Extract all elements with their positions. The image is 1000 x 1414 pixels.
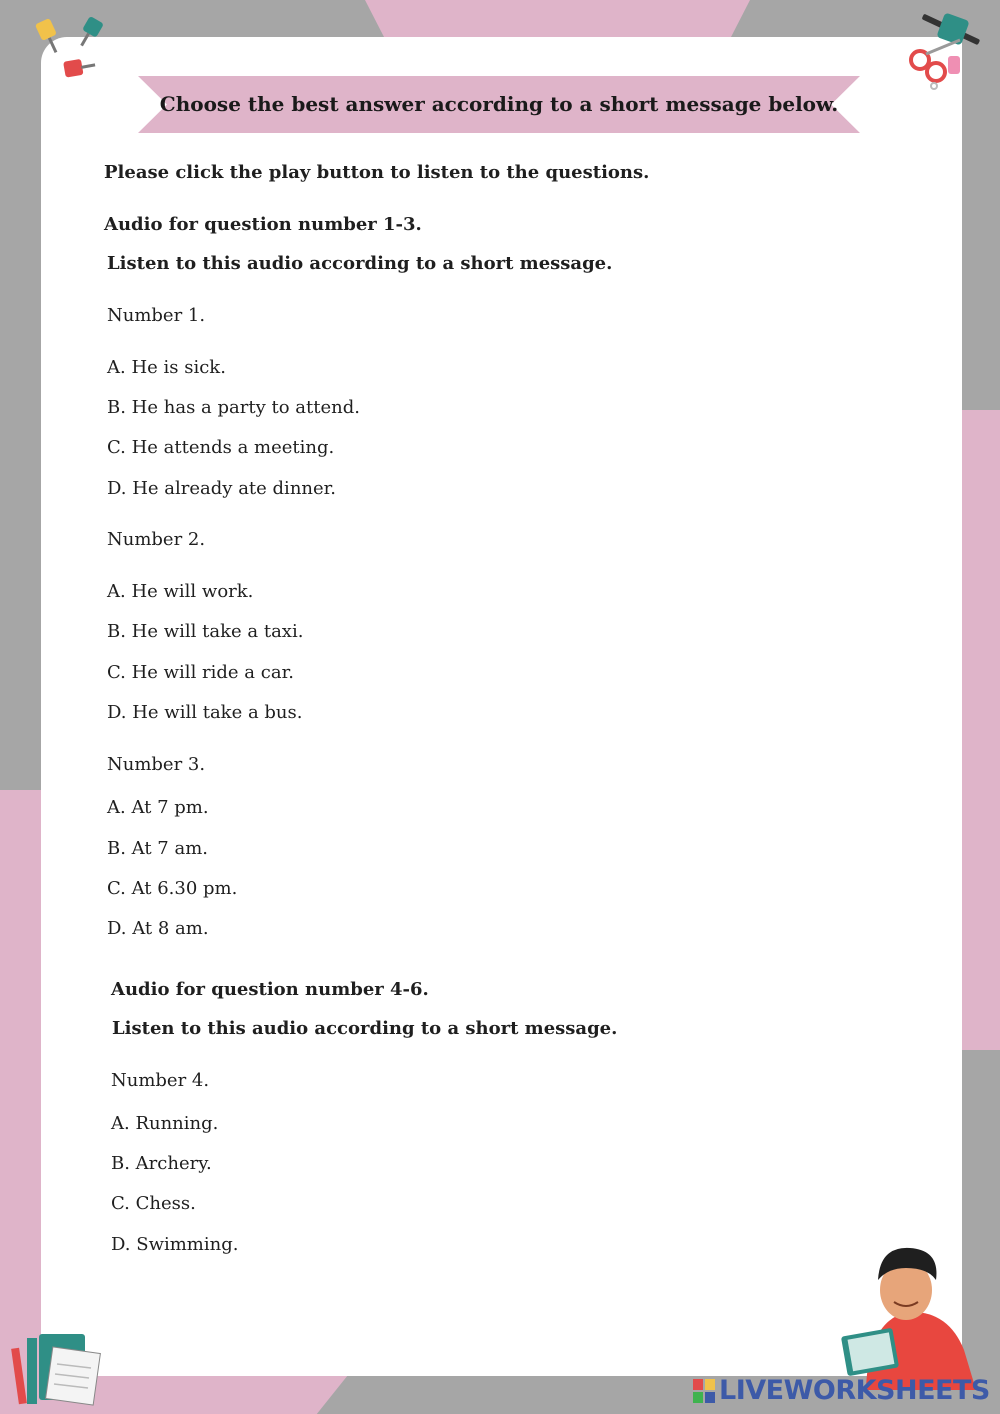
- answer-option[interactable]: A. At 7 pm.: [107, 797, 209, 818]
- answer-option[interactable]: C. Chess.: [111, 1193, 196, 1214]
- answer-option[interactable]: B. He has a party to attend.: [107, 397, 360, 418]
- answer-option[interactable]: D. He will take a bus.: [107, 702, 303, 723]
- liveworksheets-logo: [693, 1376, 993, 1406]
- answer-option[interactable]: A. Running.: [111, 1113, 219, 1134]
- audio-heading-1: Audio for question number 1-3.: [104, 214, 422, 235]
- answer-option[interactable]: C. He attends a meeting.: [107, 437, 335, 458]
- answer-option[interactable]: B. Archery.: [111, 1153, 212, 1174]
- boy-reading-illustration: [836, 1240, 986, 1390]
- question-number: Number 3.: [107, 754, 206, 775]
- answer-option[interactable]: B. At 7 am.: [107, 838, 209, 859]
- pushpins-icon: [30, 12, 110, 82]
- question-number: Number 1.: [107, 305, 206, 326]
- answer-option[interactable]: B. He will take a taxi.: [107, 621, 304, 642]
- answer-option[interactable]: C. At 6.30 pm.: [107, 878, 238, 899]
- listen-label-1: Listen to this audio according to a short message.: [107, 253, 613, 274]
- question-number: Number 4.: [111, 1070, 210, 1091]
- answer-option[interactable]: A. He will work.: [107, 581, 254, 602]
- answer-option[interactable]: D. At 8 am.: [107, 918, 209, 939]
- audio-heading-2: Audio for question number 4-6.: [111, 979, 429, 1000]
- banner-title: Choose the best answer according to a short message below.: [159, 92, 839, 116]
- listen-label-2: Listen to this audio according to a short message.: [112, 1018, 618, 1039]
- question-number: Number 2.: [107, 529, 206, 550]
- answer-option[interactable]: C. He will ride a car.: [107, 662, 294, 683]
- logo-mark-icon: [693, 1379, 715, 1403]
- logo-text: LIVEWORKSHEETS: [719, 1375, 990, 1406]
- books-notebook-icon: [5, 1328, 105, 1408]
- answer-option[interactable]: D. Swimming.: [111, 1234, 239, 1255]
- instructions-text: Please click the play button to listen to the questions.: [104, 162, 650, 183]
- answer-option[interactable]: D. He already ate dinner.: [107, 478, 336, 499]
- answer-option[interactable]: A. He is sick.: [107, 357, 226, 378]
- scissors-pencil-icon: [900, 12, 985, 92]
